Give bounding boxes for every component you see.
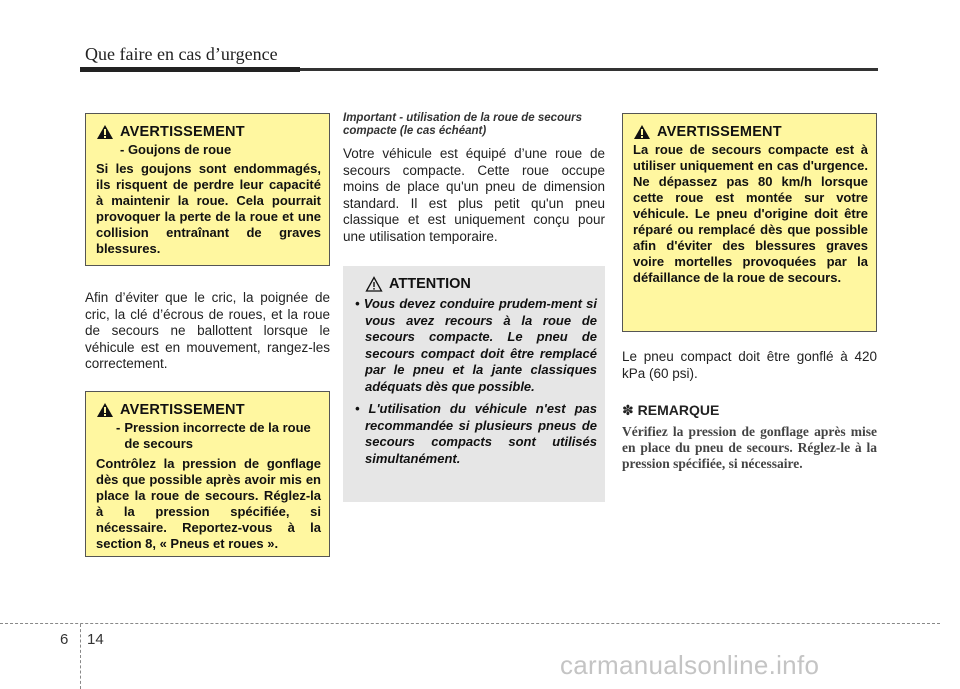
warning-text: Si les goujons sont endommagés, ils risquent de perdre leur capacité à maintenir la roue. Cela pourrait provoquer la perte de la roue et une collision entraînant de graves blessures. bbox=[96, 161, 321, 256]
warning-box-compact-spare bbox=[622, 113, 877, 332]
footer-divider bbox=[80, 624, 81, 689]
warning-subtitle: - Goujons de roue bbox=[120, 142, 232, 157]
warning-triangle-icon bbox=[96, 124, 114, 140]
footer-rule bbox=[0, 623, 940, 624]
warning-triangle-icon bbox=[633, 124, 651, 140]
warning-subtitle: Pression incorrecte de la roue de secours bbox=[124, 420, 311, 451]
remark-title: ✽ REMARQUE bbox=[622, 402, 720, 418]
attention-list bbox=[351, 296, 597, 467]
warning-title: AVERTISSEMENT bbox=[120, 124, 245, 140]
warning-subtitle-dash: - bbox=[116, 420, 121, 435]
page-number: 14 bbox=[87, 631, 104, 648]
header-rule-accent bbox=[80, 67, 300, 72]
chapter-number: 6 bbox=[60, 631, 69, 648]
warning-title: AVERTISSEMENT bbox=[120, 402, 245, 418]
warning-triangle-icon bbox=[96, 402, 114, 418]
warning-text: Contrôlez la pression de gonflage dès que possible après avoir mis en place la roue de secours. Réglez-la à la pression spécifiée, si nécessaire. Reportez-vous à la section 8, « Pneus et roues ». bbox=[96, 456, 321, 551]
warning-subtitle-row bbox=[116, 420, 321, 452]
warning-box-lug-nuts bbox=[85, 113, 330, 266]
stow-paragraph: Afin d’éviter que le cric, la poignée de cric, la clé d’écrous de roues, et la roue de secours ne ballottent lorsque le véhicule est en mouvement, rangez-les correctement. bbox=[85, 290, 330, 371]
remark-text: Vérifiez la pression de gonflage après mise en place du pneu de secours. Réglez-le à la pression spécifiée, si nécessaire. bbox=[622, 424, 877, 471]
attention-item: • Vous devez conduire prudem-ment si vous avez recours à la roue de secours compacte. Le pneu de secours compact doit être remplacé par le pneu et la jante classiques adéquats dès que possible. bbox=[355, 296, 597, 394]
important-text: Votre véhicule est équipé d’une roue de secours compacte. Cette roue occupe moins de place qu'un pneu de dimension standard. Il est plus petit qu'un pneu classique et est uniquement conçu pour une utilisation temporaire. bbox=[343, 146, 605, 244]
warning-title: AVERTISSEMENT bbox=[657, 124, 782, 140]
caution-triangle-icon bbox=[365, 276, 383, 292]
attention-box bbox=[343, 266, 605, 502]
attention-title: ATTENTION bbox=[389, 276, 471, 292]
compact-pressure-text: Le pneu compact doit être gonflé à 420 kPa (60 psi). bbox=[622, 349, 877, 381]
warning-text: La roue de secours compacte est à utiliser uniquement en cas d'urgence. Ne dépassez pas 80 km/h lorsque cette roue est montée sur votre véhicule. Le pneu d'origine doit être réparé ou remplacé dès que possible afin d'éviter des blessures graves voire mortelles provoquées par la défaillance de la roue de secours. bbox=[633, 142, 868, 285]
important-title: Important - utilisation de la roue de secours compacte (le cas échéant) bbox=[343, 112, 582, 137]
warning-box-spare-pressure bbox=[85, 391, 330, 557]
page-header-title: Que faire en cas d’urgence bbox=[85, 44, 278, 64]
watermark: carmanualsonline.info bbox=[560, 650, 820, 680]
attention-item: • L'utilisation du véhicule n'est pas recommandée si plusieurs pneus de secours compacts sont utilisés simultanément. bbox=[355, 401, 597, 466]
